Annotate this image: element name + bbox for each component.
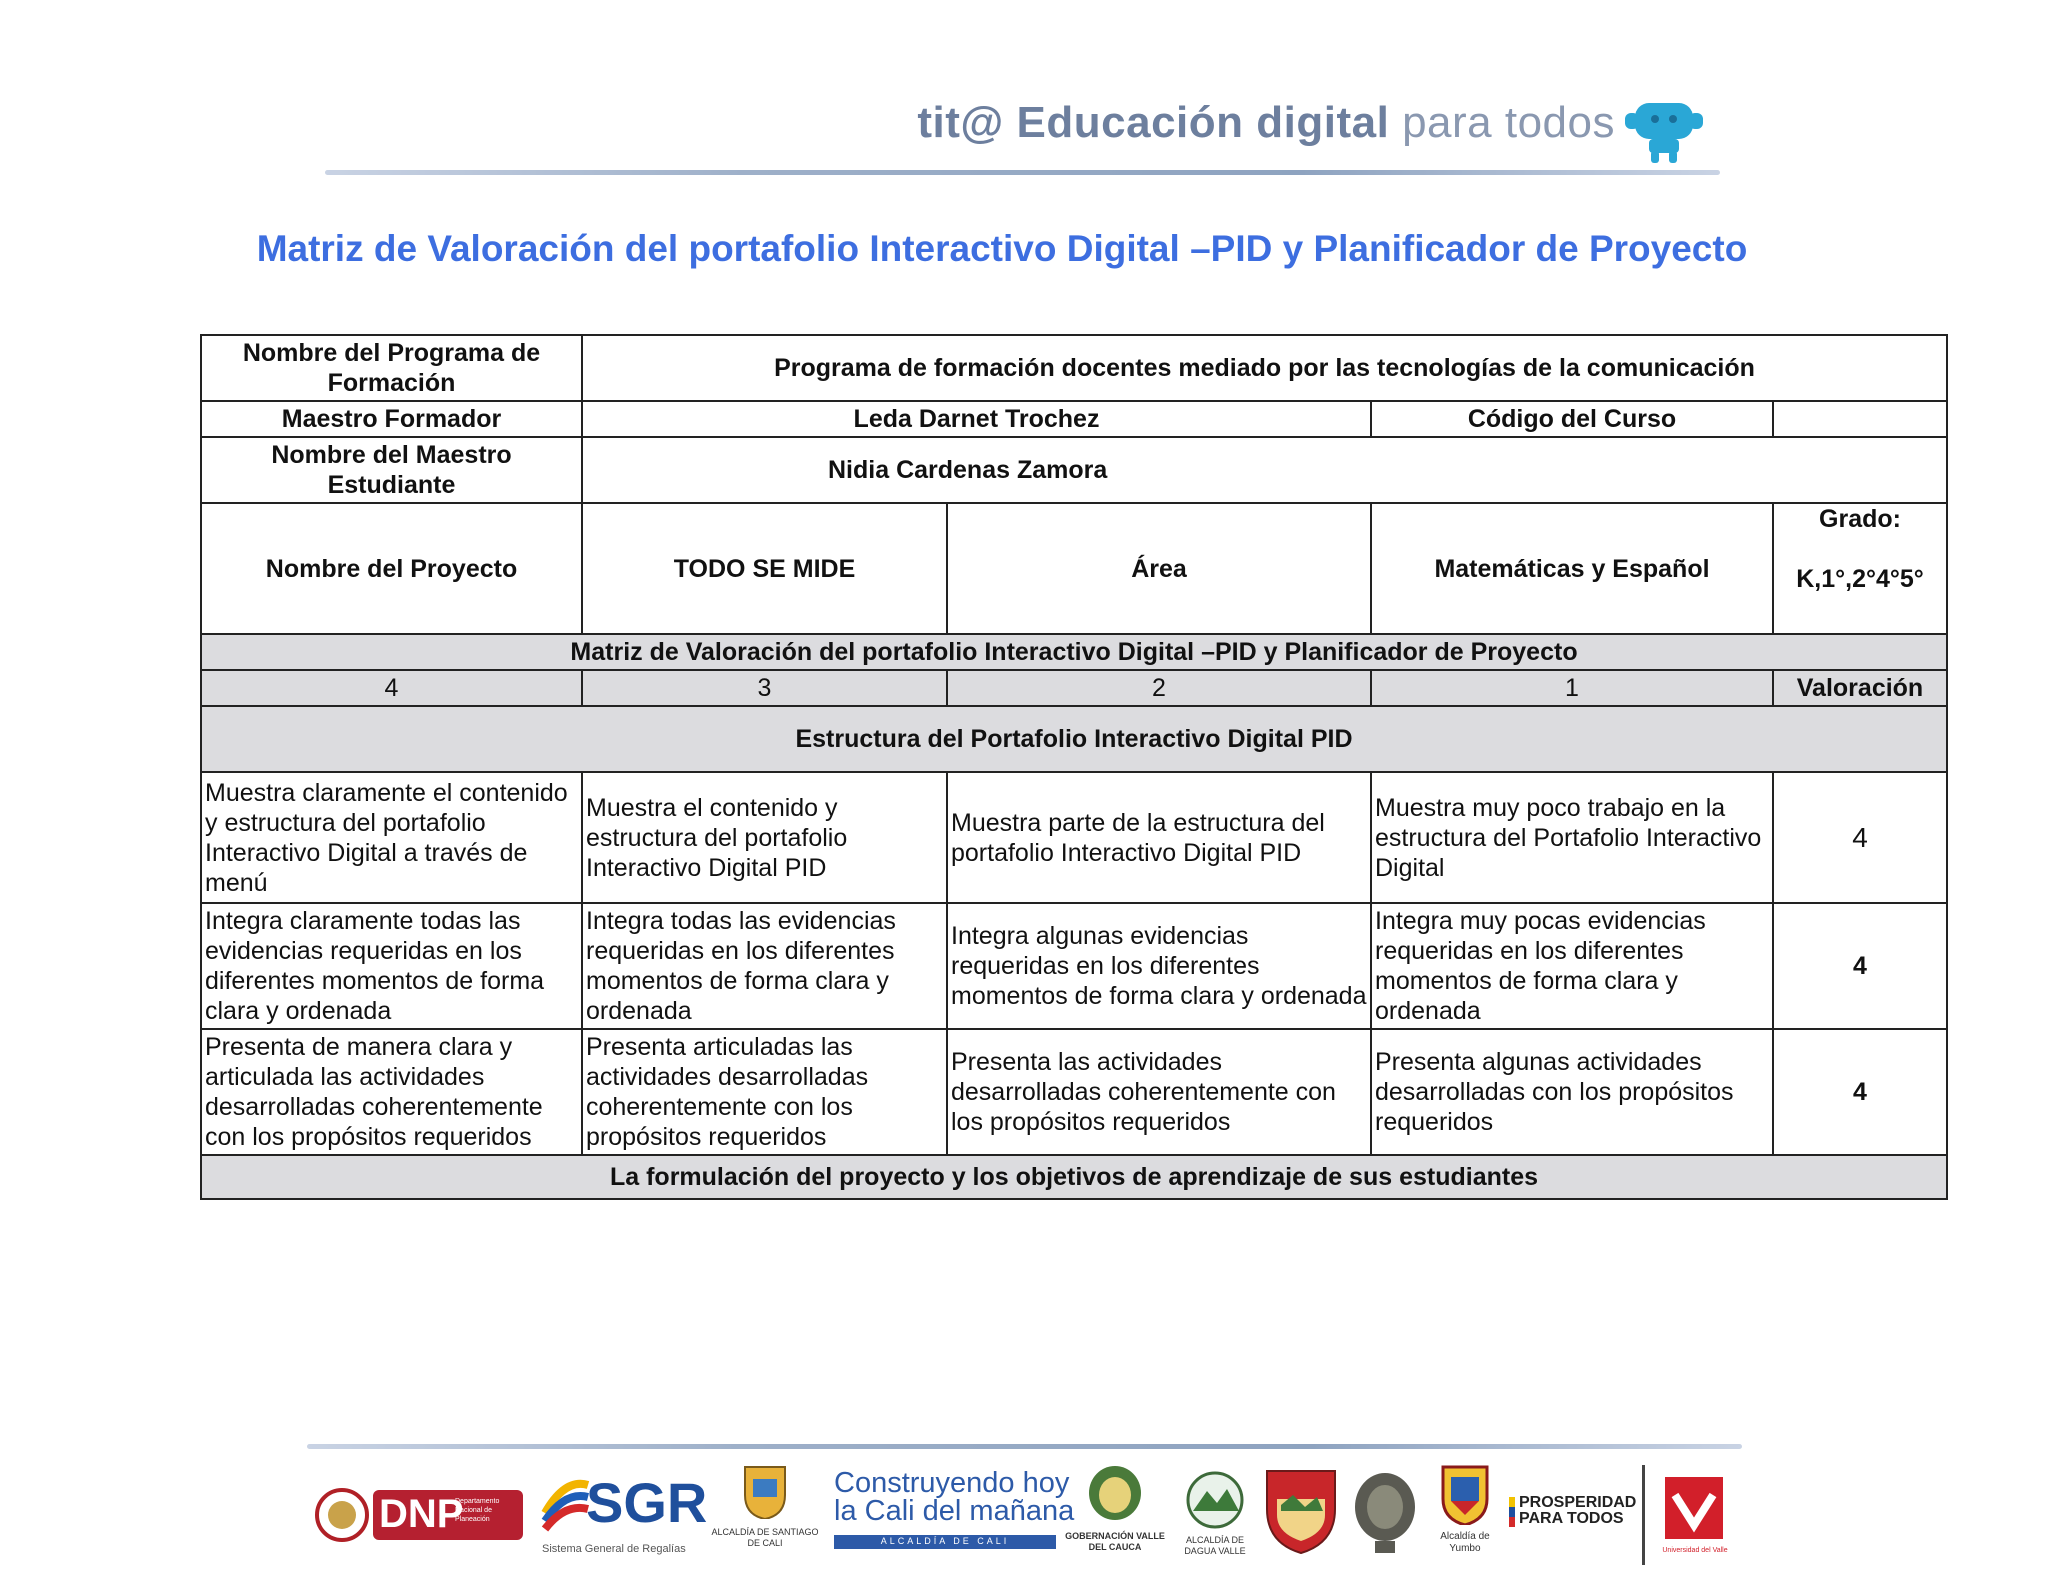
red-shield-icon	[1263, 1465, 1339, 1555]
municipal-shield-logo	[1255, 1465, 1345, 1565]
area-label: Área	[947, 503, 1371, 634]
dnp-text: DNP	[379, 1492, 464, 1536]
section1-row	[201, 706, 1947, 772]
dark-seal-logo	[1345, 1465, 1425, 1565]
univalle-text: Universidad del Valle	[1662, 1547, 1728, 1554]
valuation-header: Valoración	[1773, 670, 1947, 706]
brand-logo	[917, 98, 1615, 148]
levels-row	[201, 670, 1947, 706]
dnp-subtext: Departamento Nacional de Planeación	[455, 1498, 500, 1523]
section2-row	[201, 1155, 1947, 1199]
criteria-row1-level3: Muestra el contenido y estructura del portafolio Interactivo Digital PID	[582, 772, 947, 903]
matrix-heading-row	[201, 634, 1947, 670]
univalle-logo	[1655, 1465, 1735, 1565]
univalle-emblem-icon	[1663, 1475, 1725, 1545]
teacher-label: Maestro Formador	[201, 401, 582, 437]
criteria-row	[201, 903, 1947, 1029]
valle-shield-icon	[1087, 1465, 1143, 1525]
cali-shield-icon	[743, 1465, 787, 1519]
criteria-row2-level1: Integra muy pocas evidencias requeridas en los diferentes momentos de forma clara y ordenada	[1371, 903, 1773, 1029]
section1-heading: Estructura del Portafolio Interactivo Digital PID	[201, 706, 1947, 772]
level-3-header: 3	[582, 670, 947, 706]
course-code-value	[1773, 401, 1947, 437]
yumbo-logo	[1425, 1465, 1505, 1565]
project-value: TODO SE MIDE	[582, 503, 947, 634]
criteria-row2-score: 4	[1773, 903, 1947, 1029]
prosperidad-text: PROSPERIDAD PARA TODOS	[1519, 1494, 1637, 1527]
criteria-row3-score: 4	[1773, 1029, 1947, 1155]
brand-part3: para todos	[1402, 98, 1615, 147]
prosperidad-logo	[1505, 1465, 1635, 1565]
criteria-row1-level1: Muestra muy poco trabajo en la estructura del Portafolio Interactivo Digital	[1371, 772, 1773, 903]
dagua-text: ALCALDÍA DE DAGUA VALLE	[1184, 1535, 1246, 1556]
valle-del-cauca-logo	[1065, 1465, 1165, 1565]
yumbo-text: Alcaldía de Yumbo	[1440, 1531, 1490, 1554]
sgr-swoosh-icon	[540, 1473, 590, 1533]
criteria-row2-level2: Integra algunas evidencias requeridas en los diferentes momentos de forma clara y ordenada	[947, 903, 1371, 1029]
santiago-de-cali-logo	[710, 1465, 820, 1565]
header-divider	[325, 170, 1720, 175]
teacher-row	[201, 401, 1947, 437]
criteria-row1-level4: Muestra claramente el contenido y estructura del portafolio Interactivo Digital a través de menú	[201, 772, 582, 903]
criteria-row2-level3: Integra todas las evidencias requeridas en los diferentes momentos de forma clara y ordenada	[582, 903, 947, 1029]
student-row	[201, 437, 1947, 503]
grade-label: Grado:	[1819, 505, 1901, 533]
valle-text: GOBERNACIÓN VALLE DEL CAUCA	[1065, 1531, 1165, 1552]
robot-mascot-icon	[1623, 95, 1707, 165]
section2-heading: La formulación del proyecto y los objetivos de aprendizaje de sus estudiantes	[201, 1155, 1947, 1199]
level-2-header: 2	[947, 670, 1371, 706]
student-label: Nombre del Maestro Estudiante	[201, 437, 582, 503]
evaluation-matrix-table	[200, 334, 1948, 1200]
cali-bar-text: ALCALDÍA DE CALI	[880, 1536, 1010, 1546]
colombia-shield-icon	[315, 1488, 369, 1542]
sgr-subtext: Sistema General de Regalías	[542, 1543, 686, 1555]
dagua-emblem-icon	[1185, 1471, 1245, 1529]
sgr-logo	[540, 1465, 708, 1565]
brand-part2: Educación digital	[1016, 98, 1390, 147]
criteria-row3-level3: Presenta articuladas las actividades desarrolladas coherentemente con los propósitos requeridos	[582, 1029, 947, 1155]
dagua-logo	[1170, 1465, 1260, 1565]
grade-cell	[1773, 503, 1947, 634]
cali-slogan-line2: la Cali del mañana	[834, 1495, 1075, 1527]
brand-part1: tit@	[917, 98, 1004, 147]
program-value: Programa de formación docentes mediado por las tecnologías de la comunicación	[582, 335, 1947, 401]
dnp-logo	[315, 1465, 535, 1565]
area-value: Matemáticas y Español	[1371, 503, 1773, 634]
criteria-row	[201, 772, 1947, 903]
santiago-text: ALCALDÍA DE SANTIAGO DE CALI	[711, 1527, 819, 1548]
criteria-row	[201, 1029, 1947, 1155]
student-value: Nidia Cardenas Zamora	[582, 437, 1947, 503]
project-label: Nombre del Proyecto	[201, 503, 582, 634]
criteria-row3-level2: Presenta las actividades desarrolladas coherentemente con los propósitos requeridos	[947, 1029, 1371, 1155]
grade-value: K,1°,2°4°5°	[1796, 565, 1924, 593]
project-row	[201, 503, 1947, 634]
cali-del-manana-logo	[822, 1465, 1075, 1565]
teacher-value: Leda Darnet Trochez	[582, 401, 1371, 437]
document-title: Matriz de Valoración del portafolio Interactivo Digital –PID y Planificador de Proyecto	[256, 228, 1748, 269]
program-row	[201, 335, 1947, 401]
yumbo-shield-icon	[1441, 1465, 1489, 1525]
course-code-label: Código del Curso	[1371, 401, 1773, 437]
matrix-heading: Matriz de Valoración del portafolio Interactivo Digital –PID y Planificador de Proyecto	[201, 634, 1947, 670]
program-label: Nombre del Programa de Formación	[201, 335, 582, 401]
footer-logos	[310, 1465, 1750, 1570]
sgr-text: SGR	[586, 1471, 708, 1534]
level-1-header: 1	[1371, 670, 1773, 706]
dark-seal-icon	[1350, 1467, 1420, 1557]
level-4-header: 4	[201, 670, 582, 706]
footer-divider	[307, 1444, 1742, 1449]
criteria-row1-level2: Muestra parte de la estructura del portafolio Interactivo Digital PID	[947, 772, 1371, 903]
footer-vertical-divider	[1642, 1465, 1645, 1565]
cali-slogan-line1: Construyendo hoy	[834, 1467, 1070, 1499]
criteria-row3-level1: Presenta algunas actividades desarrolladas con los propósitos requeridos	[1371, 1029, 1773, 1155]
criteria-row3-level4: Presenta de manera clara y articulada las actividades desarrolladas coherentemente con los propósitos requeridos	[201, 1029, 582, 1155]
criteria-row2-level4: Integra claramente todas las evidencias requeridas en los diferentes momentos de forma clara y ordenada	[201, 903, 582, 1029]
header-banner	[325, 90, 1725, 190]
criteria-row1-score: 4	[1773, 772, 1947, 903]
